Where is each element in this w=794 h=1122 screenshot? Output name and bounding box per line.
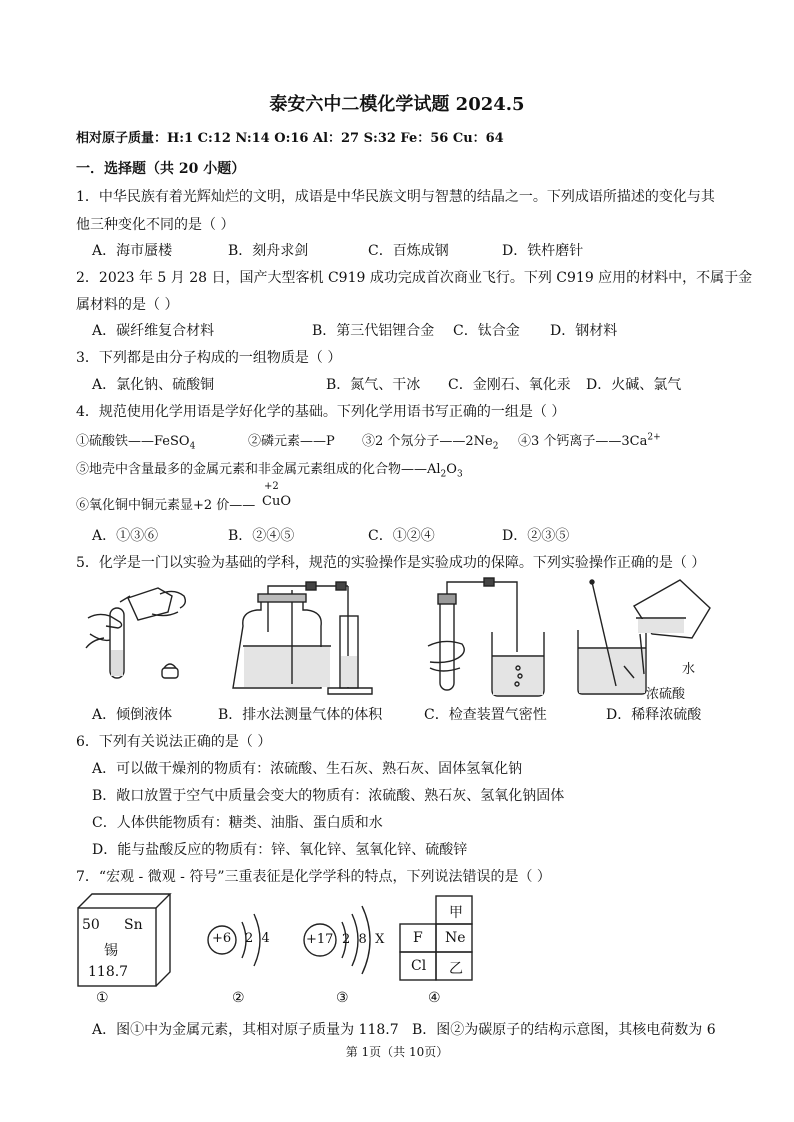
- q2-stem-line2: 属材料的是（ ）: [76, 297, 179, 313]
- fig3-label: ③: [336, 990, 349, 1006]
- q4-item-6-valence: +2: [264, 481, 279, 492]
- figure-pouring-liquid: [80, 578, 200, 696]
- cell-ne: Ne: [445, 930, 466, 946]
- q2-option-a: A．碳纤维复合材料: [92, 323, 215, 339]
- q3-option-c: C．金刚石、氧化汞: [448, 377, 571, 393]
- q1-option-c: C．百炼成钢: [368, 243, 449, 259]
- tile-symbol: Sn: [124, 917, 143, 933]
- cell-yi: 乙: [449, 961, 463, 977]
- fig4-label: ④: [428, 990, 441, 1006]
- page-footer: 第 1页（共 10页）: [345, 1045, 449, 1059]
- section-heading: 一．选择题（共 20 小题）: [76, 161, 246, 177]
- tile-mass: 118.7: [88, 964, 129, 980]
- label-water: 水: [682, 662, 696, 677]
- q4-item-3: ③2 个氖分子$——2Ne_2$: [362, 434, 499, 452]
- q7-stem: 7．“宏观 - 微观 - 符号”三重表征是化学学科的特点，下列说法错误的是（ ）: [76, 869, 551, 885]
- figure-airtightness: [420, 576, 560, 698]
- q6-option-b: B．敞口放置于空气中质量会变大的物质有：浓硫酸、熟石灰、氢氧化钠固体: [92, 788, 565, 804]
- fig2-nucleus: +6: [212, 931, 232, 946]
- q3-stem: 3．下列都是由分子构成的一组物质是（ ）: [76, 350, 342, 366]
- q4-item-2: ②磷元素——P: [248, 434, 335, 449]
- q6-option-d: D．能与盐酸反应的物质有：锌、氧化锌、氢氧化锌、硫酸锌: [92, 842, 468, 858]
- q4-option-b: B．②④⑤: [228, 528, 295, 544]
- q5-option-d: D．稀释浓硫酸: [606, 707, 702, 723]
- q5-stem: 5．化学是一门以实验为基础的学科，规范的实验操作是实验成功的保障。下列实验操作正确的是（ ）: [76, 555, 706, 571]
- q6-option-a: A．可以做干燥剂的物质有：浓硫酸、生石灰、熟石灰、固体氢氧化钠: [92, 761, 523, 777]
- q3-option-b: B．氮气、干冰: [326, 377, 421, 393]
- q3-option-d: D．火碱、氯气: [586, 377, 682, 393]
- q2-stem-line1: 2．2023 年 5 月 28 日，国产大型客机 C919 成功完成首次商业飞行。下列 C919 应用的材料中，不属于金: [76, 270, 753, 286]
- label-concentrated-acid: 浓硫酸: [646, 687, 686, 702]
- q5-option-c: C．检查装置气密性: [424, 707, 547, 723]
- q4-item-4: ④3 个钙离子$——3Ca^{2+}$: [518, 432, 661, 449]
- q4-option-a: A．①③⑥: [92, 528, 159, 544]
- fig3-nucleus: +17: [306, 932, 334, 947]
- q4-item-5: ⑤地壳中含量最多的金属元素和非金属元素组成的化合物$——Al_2O_3$: [76, 462, 463, 480]
- q4-option-c: C．①②④: [368, 528, 435, 544]
- q2-option-c: C．钛合金: [453, 323, 520, 339]
- fig1-label: ①: [96, 990, 109, 1006]
- atomic-masses: 相对原子质量：H:1 C:12 N:14 O:16 Al：27 S:32 Fe：56 Cu：64: [76, 131, 504, 146]
- fig3-shells: 2 8 X: [342, 932, 385, 947]
- figure-gas-volume: [228, 576, 378, 698]
- cell-cl: Cl: [411, 958, 427, 974]
- page-title: 泰安六中二模化学试题 2024.5: [269, 94, 525, 115]
- q4-stem: 4．规范使用化学用语是学好化学的基础。下列化学用语书写正确的一组是（ ）: [76, 404, 566, 420]
- q7-option-a: A．图①中为金属元素，其相对原子质量为 118.7: [92, 1022, 399, 1038]
- q5-option-b: B．排水法测量气体的体积: [218, 707, 383, 723]
- q1-stem-line1: 1．中华民族有着光辉灿烂的文明，成语是中华民族文明与智慧的结晶之一。下列成语所描述的变化与其: [76, 189, 715, 205]
- q3-option-a: A．氯化钠、硫酸铜: [92, 377, 215, 393]
- q2-option-b: B．第三代铝锂合金: [312, 323, 435, 339]
- q1-option-b: B．刻舟求剑: [228, 243, 309, 259]
- cell-f: F: [413, 930, 423, 946]
- q2-option-d: D．钢材料: [550, 323, 618, 339]
- q7-option-b: B．图②为碳原子的结构示意图，其核电荷数为 6: [412, 1022, 716, 1038]
- tile-name: 锡: [104, 943, 118, 959]
- figure-dilute-acid: [574, 576, 724, 698]
- q1-option-a: A．海市蜃楼: [92, 243, 173, 259]
- q4-option-d: D．②③⑤: [502, 528, 570, 544]
- q1-option-d: D．铁杵磨针: [502, 243, 584, 259]
- q5-option-a: A．倾倒液体: [92, 707, 173, 723]
- fig2-shells: 2 4: [245, 931, 270, 946]
- q4-item-6-formula: CuO: [262, 494, 291, 509]
- figure-periodic-fragment: [398, 894, 478, 984]
- q6-option-c: C．人体供能物质有：糖类、油脂、蛋白质和水: [92, 815, 383, 831]
- tile-atomic-number: 50: [82, 917, 100, 933]
- fig2-label: ②: [232, 990, 245, 1006]
- q4-item-6: ⑥氧化铜中铜元素显+2 价——: [76, 498, 256, 513]
- cell-jia: 甲: [449, 905, 463, 921]
- q6-stem: 6．下列有关说法正确的是（ ）: [76, 734, 272, 750]
- q1-stem-line2: 他三种变化不同的是（ ）: [76, 217, 235, 233]
- q4-item-1: ①硫酸铁——FeSO$_4$: [76, 434, 196, 452]
